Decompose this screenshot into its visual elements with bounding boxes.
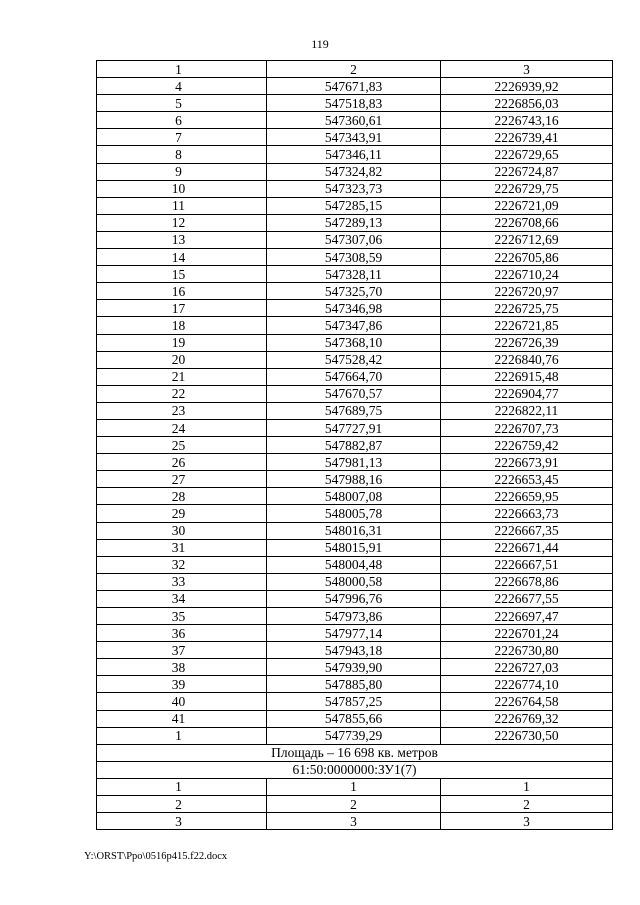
- cadastral-number: 61:50:0000000:ЗУ1(7): [97, 761, 613, 778]
- table-cell: 2226904,77: [441, 385, 613, 402]
- table-cell: 547518,83: [267, 95, 441, 112]
- table-cell: 2226727,03: [441, 659, 613, 676]
- table-cell: 547689,75: [267, 402, 441, 419]
- table-cell: 2226725,75: [441, 300, 613, 317]
- table-cell: 547943,18: [267, 642, 441, 659]
- table-cell: 547328,11: [267, 266, 441, 283]
- file-path-footer: Y:\ORST\Ppo\0516p415.f22.docx: [84, 851, 228, 862]
- table-cell: 548015,91: [267, 539, 441, 556]
- table-cell: 2226708,66: [441, 214, 613, 231]
- table-cell: 2: [267, 61, 441, 78]
- table-cell: 2226915,48: [441, 368, 613, 385]
- table-cell: 547528,42: [267, 351, 441, 368]
- table-row: [97, 505, 613, 522]
- table-cell: 23: [97, 402, 267, 419]
- table-row: [97, 488, 613, 505]
- table-cell: 548016,31: [267, 522, 441, 539]
- table-row: [97, 659, 613, 676]
- table-cell: 547324,82: [267, 163, 441, 180]
- table-cell: 33: [97, 573, 267, 590]
- table-cell: 26: [97, 454, 267, 471]
- table-cell: 14: [97, 249, 267, 266]
- table-cell: 2: [441, 796, 613, 813]
- table-cell: 547981,13: [267, 454, 441, 471]
- table-cell: 41: [97, 710, 267, 727]
- table-cell: 28: [97, 488, 267, 505]
- table-cell: 4: [97, 78, 267, 95]
- table-cell: 2226667,35: [441, 522, 613, 539]
- table-cell: 8: [97, 146, 267, 163]
- table-row: [97, 522, 613, 539]
- table-cell: 9: [97, 163, 267, 180]
- table-cell: 2226721,09: [441, 197, 613, 214]
- table-cell: 547347,86: [267, 317, 441, 334]
- table-row: [97, 351, 613, 368]
- table-row: [97, 573, 613, 590]
- table-cell: 547664,70: [267, 368, 441, 385]
- table-cell: 2226774,10: [441, 676, 613, 693]
- table-cell: 2226697,47: [441, 608, 613, 625]
- table-cell: 547977,14: [267, 625, 441, 642]
- table-cell: 3: [267, 813, 441, 830]
- table-cell: 2226759,42: [441, 437, 613, 454]
- cadastral-number-row: [97, 761, 613, 778]
- table-cell: 547289,13: [267, 214, 441, 231]
- table-cell: 548007,08: [267, 488, 441, 505]
- table-cell: 547346,11: [267, 146, 441, 163]
- table-cell: 547325,70: [267, 283, 441, 300]
- table-cell: 16: [97, 283, 267, 300]
- table-cell: 29: [97, 505, 267, 522]
- table-cell: 27: [97, 471, 267, 488]
- area-text-row: [97, 744, 613, 761]
- table-cell: 547343,91: [267, 129, 441, 146]
- table-cell: 11: [97, 197, 267, 214]
- table-cell: 2226840,76: [441, 351, 613, 368]
- table-row: [97, 813, 613, 830]
- table-row: [97, 129, 613, 146]
- table-cell: 2: [267, 796, 441, 813]
- table-cell: 547973,86: [267, 608, 441, 625]
- table-cell: 3: [441, 813, 613, 830]
- table-cell: 2226764,58: [441, 693, 613, 710]
- table-row: [97, 778, 613, 795]
- table-row: [97, 163, 613, 180]
- table-row: [97, 266, 613, 283]
- table-cell: 38: [97, 659, 267, 676]
- table-row: [97, 676, 613, 693]
- table-cell: 547855,66: [267, 710, 441, 727]
- table-cell: 547307,06: [267, 231, 441, 248]
- table-cell: 13: [97, 231, 267, 248]
- table-row: [97, 402, 613, 419]
- table-row: [97, 180, 613, 197]
- table-cell: 2226726,39: [441, 334, 613, 351]
- table-cell: 2226720,97: [441, 283, 613, 300]
- table-cell: 39: [97, 676, 267, 693]
- table-row: [97, 590, 613, 607]
- table-cell: 547727,91: [267, 419, 441, 436]
- table-cell: 547857,25: [267, 693, 441, 710]
- table-cell: 31: [97, 539, 267, 556]
- table-cell: 30: [97, 522, 267, 539]
- table-cell: 2226663,73: [441, 505, 613, 522]
- table-row: [97, 214, 613, 231]
- table-row: [97, 249, 613, 266]
- table-row: [97, 796, 613, 813]
- table-cell: 2226939,92: [441, 78, 613, 95]
- table-cell: 2226721,85: [441, 317, 613, 334]
- table-row: [97, 693, 613, 710]
- table-cell: 2226856,03: [441, 95, 613, 112]
- table-cell: 2226653,45: [441, 471, 613, 488]
- table-row: [97, 539, 613, 556]
- table-cell: 7: [97, 129, 267, 146]
- table-cell: 34: [97, 590, 267, 607]
- table-row: [97, 368, 613, 385]
- table-row: [97, 146, 613, 163]
- table-cell: 18: [97, 317, 267, 334]
- table-cell: 2226730,50: [441, 727, 613, 744]
- table-row: [97, 437, 613, 454]
- table-cell: 25: [97, 437, 267, 454]
- coordinates-table: [96, 60, 613, 830]
- table-cell: 2226729,75: [441, 180, 613, 197]
- table-cell: 547360,61: [267, 112, 441, 129]
- table-cell: 2226673,91: [441, 454, 613, 471]
- table-cell: 20: [97, 351, 267, 368]
- table-cell: 17: [97, 300, 267, 317]
- table-cell: 21: [97, 368, 267, 385]
- table-cell: 1: [97, 778, 267, 795]
- table-cell: 12: [97, 214, 267, 231]
- table-cell: 547996,76: [267, 590, 441, 607]
- table-row: [97, 334, 613, 351]
- table-row: [97, 112, 613, 129]
- table-row: [97, 727, 613, 744]
- table-row: [97, 385, 613, 402]
- table-cell: 24: [97, 419, 267, 436]
- table-row: [97, 710, 613, 727]
- table-cell: 15: [97, 266, 267, 283]
- table-row: [97, 231, 613, 248]
- table-row: [97, 95, 613, 112]
- table-cell: 2226678,86: [441, 573, 613, 590]
- table-cell: 2226822,11: [441, 402, 613, 419]
- table-cell: 6: [97, 112, 267, 129]
- table-cell: 2226659,95: [441, 488, 613, 505]
- table-header-row: [97, 61, 613, 78]
- table-cell: 2226724,87: [441, 163, 613, 180]
- table-cell: 5: [97, 95, 267, 112]
- table-cell: 10: [97, 180, 267, 197]
- table-cell: 22: [97, 385, 267, 402]
- table-cell: 2226712,69: [441, 231, 613, 248]
- table-cell: 547739,29: [267, 727, 441, 744]
- table-row: [97, 471, 613, 488]
- table-cell: 3: [97, 813, 267, 830]
- table-cell: 37: [97, 642, 267, 659]
- table-row: [97, 625, 613, 642]
- table-cell: 35: [97, 608, 267, 625]
- table-cell: 2226710,24: [441, 266, 613, 283]
- table-cell: 2226701,24: [441, 625, 613, 642]
- table-cell: 3: [441, 61, 613, 78]
- table-cell: 547285,15: [267, 197, 441, 214]
- table-cell: 1: [97, 61, 267, 78]
- table-cell: 1: [441, 778, 613, 795]
- table-cell: 2226671,44: [441, 539, 613, 556]
- table-cell: 547882,87: [267, 437, 441, 454]
- table-cell: 2226739,41: [441, 129, 613, 146]
- table-cell: 548004,48: [267, 556, 441, 573]
- table-row: [97, 197, 613, 214]
- table-cell: 547346,98: [267, 300, 441, 317]
- table-row: [97, 283, 613, 300]
- table-cell: 19: [97, 334, 267, 351]
- table-row: [97, 642, 613, 659]
- table-cell: 2226667,51: [441, 556, 613, 573]
- table-cell: 547939,90: [267, 659, 441, 676]
- table-cell: 548005,78: [267, 505, 441, 522]
- table-row: [97, 556, 613, 573]
- table-cell: 2226707,73: [441, 419, 613, 436]
- table-cell: 2226677,55: [441, 590, 613, 607]
- table-cell: 2: [97, 796, 267, 813]
- table-cell: 547323,73: [267, 180, 441, 197]
- table-cell: 1: [267, 778, 441, 795]
- table-cell: 32: [97, 556, 267, 573]
- table-cell: 548000,58: [267, 573, 441, 590]
- table-cell: 1: [97, 727, 267, 744]
- table-cell: 40: [97, 693, 267, 710]
- table-cell: 547670,57: [267, 385, 441, 402]
- table-cell: 547368,10: [267, 334, 441, 351]
- table-cell: 36: [97, 625, 267, 642]
- table-row: [97, 317, 613, 334]
- table-row: [97, 300, 613, 317]
- table-cell: 547885,80: [267, 676, 441, 693]
- table-row: [97, 454, 613, 471]
- table-cell: 2226705,86: [441, 249, 613, 266]
- table-cell: 2226730,80: [441, 642, 613, 659]
- area-text: Площадь – 16 698 кв. метров: [97, 744, 613, 761]
- table-cell: 2226769,32: [441, 710, 613, 727]
- table-cell: 547308,59: [267, 249, 441, 266]
- table-cell: 2226743,16: [441, 112, 613, 129]
- table-cell: 547988,16: [267, 471, 441, 488]
- table-row: [97, 608, 613, 625]
- table-cell: 2226729,65: [441, 146, 613, 163]
- page-number: 119: [311, 37, 329, 51]
- table-cell: 547671,83: [267, 78, 441, 95]
- table-row: [97, 78, 613, 95]
- table-row: [97, 419, 613, 436]
